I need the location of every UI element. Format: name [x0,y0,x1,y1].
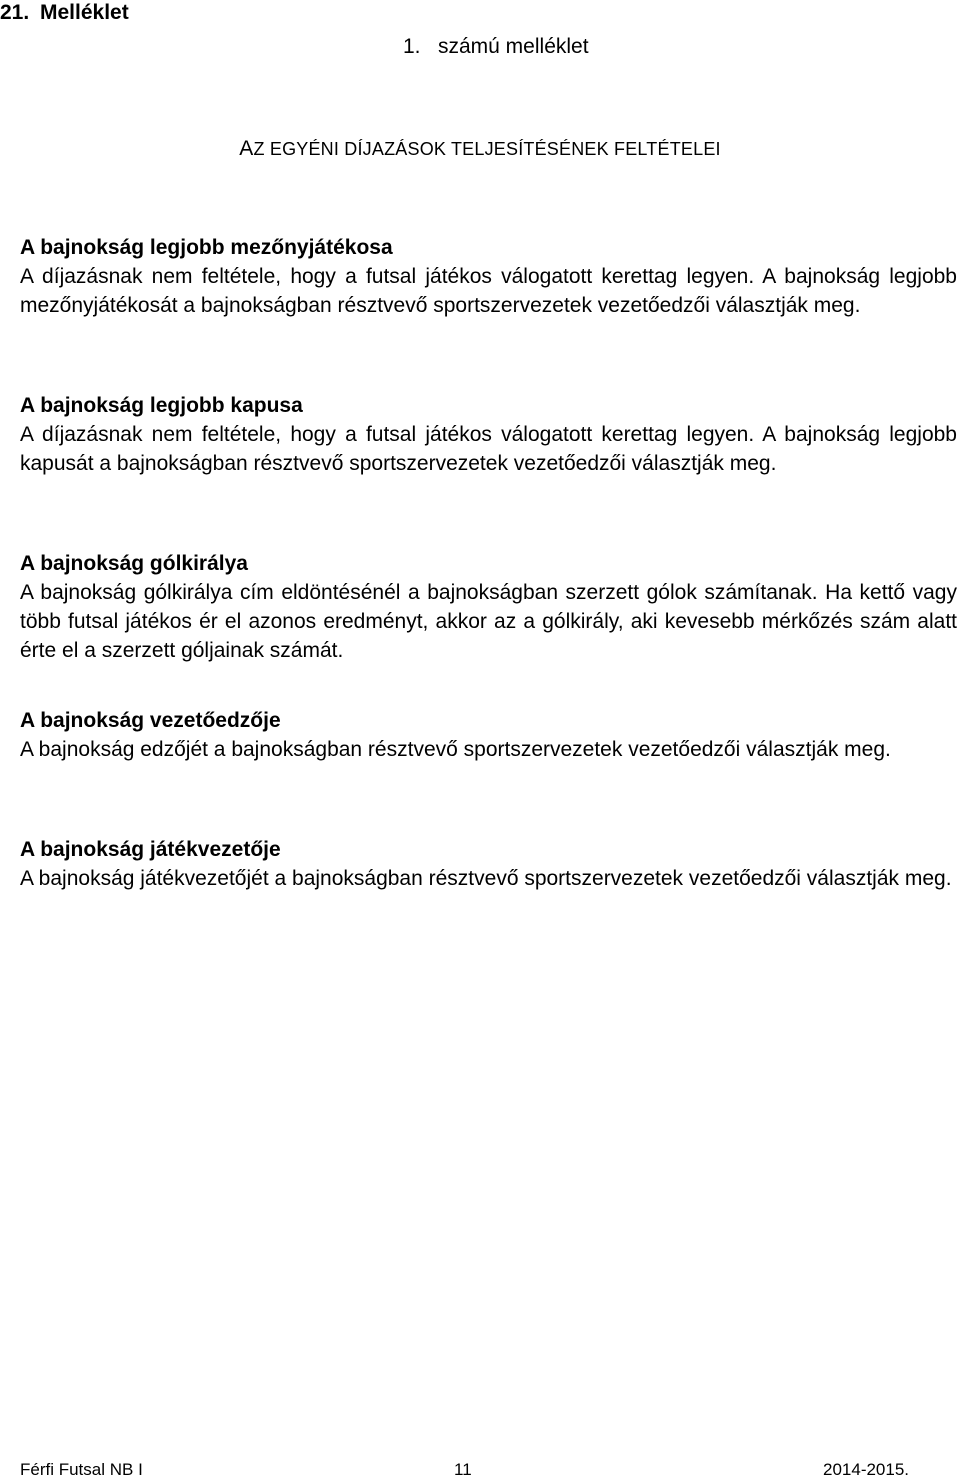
document-title-rest: Z EGYÉNI DÍJAZÁSOK TELJESÍTÉSÉNEK FELTÉTELEI [253,139,721,159]
section-head-coach [20,707,957,764]
annex-number: 1. [403,35,421,58]
section-body: A bajnokság gólkirálya cím eldöntésénél a bajnokságban szerzett gólok számítanak. Ha kettő vagy több futsal játékos ér el azonos eredményt, akkor az a gólkirály, aki kevesebb mérkőzés szám alatt érte el a szerzett góljainak számát. [20,581,957,662]
section-body: A díjazásnak nem feltétele, hogy a futsal játékos válogatott kerettag legyen. A bajnokság legjobb kapusát a bajnokságban résztvevő sportszervezetek vezetőedzői választják meg. [20,423,957,475]
annex-label-text: számú melléklet [438,35,589,58]
chapter-title [0,0,129,26]
section-best-field-player [20,234,957,320]
footer-page-number: 11 [454,1460,472,1479]
chapter-title-text: Melléklet [40,1,129,24]
footer-league-name: Férfi Futsal NB I [20,1460,143,1479]
document-title-initial: A [239,137,254,160]
annex-label [403,34,589,60]
chapter-number: 21. [0,1,30,24]
section-heading: A bajnokság vezetőedzője [20,709,281,732]
section-heading: A bajnokság játékvezetője [20,838,281,861]
section-heading: A bajnokság legjobb mezőnyjátékosa [20,236,393,259]
section-top-scorer [20,550,957,665]
section-best-goalkeeper [20,392,957,478]
footer-season: 2014-2015. [823,1460,910,1479]
section-body: A díjazásnak nem feltétele, hogy a futsal játékos válogatott kerettag legyen. A bajnokság legjobb mezőnyjátékosát a bajnokságban résztvevő sportszervezetek vezetőedzői választják meg. [20,265,957,317]
section-body: A bajnokság játékvezetőjét a bajnokságban résztvevő sportszervezetek vezetőedzői választják meg. [20,867,952,890]
document-title [0,137,960,161]
section-heading: A bajnokság legjobb kapusa [20,394,303,417]
section-heading: A bajnokság gólkirálya [20,552,248,575]
section-referee [20,836,957,893]
section-body: A bajnokság edzőjét a bajnokságban résztvevő sportszervezetek vezetőedzői választják meg. [20,738,891,761]
